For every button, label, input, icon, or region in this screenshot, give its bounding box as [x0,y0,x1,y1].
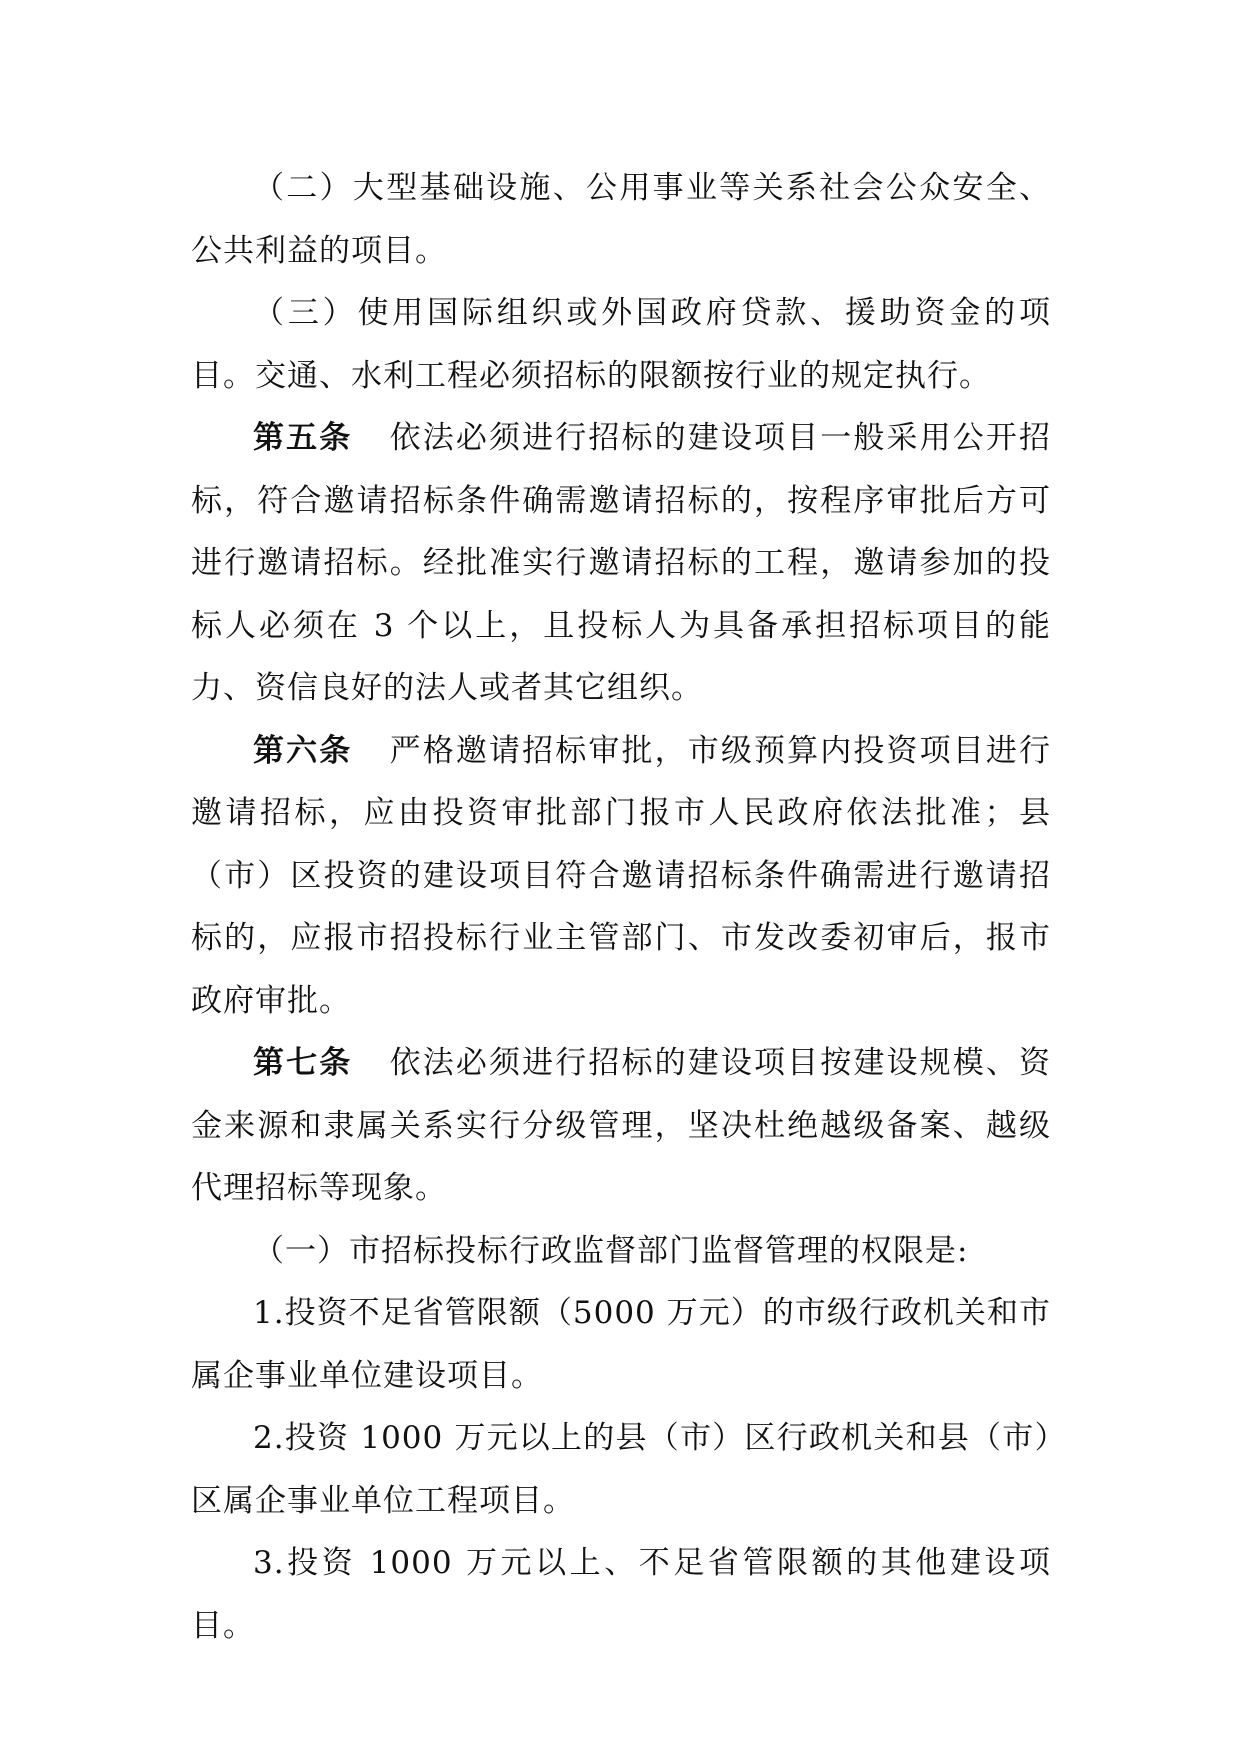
article-6 [191,720,1051,1033]
article-heading: 第五条 [253,420,353,456]
article-heading: 第六条 [253,732,353,769]
paragraph-text: 2.投资 1000 万元以上的县（市）区行政机关和县（市）区属企事业单位工程项目。 [191,1420,1051,1519]
document-body [191,157,1051,1657]
list-item-1 [191,1282,1051,1407]
list-item-2 [191,1407,1051,1532]
paragraph-item-3 [191,282,1051,407]
paragraph-item-2 [191,157,1051,282]
article-5 [191,407,1051,720]
paragraph-text: 1.投资不足省管限额（5000 万元）的市级行政机关和市属企事业单位建设项目。 [191,1295,1051,1394]
paragraph-text: （二）大型基础设施、公用事业等关系社会公众安全、公共利益的项目。 [191,170,1051,269]
article-text: 依法必须进行招标的建设项目一般采用公开招标，符合邀请招标条件确需邀请招标的，按程序审批后方可进行邀请招标。经批准实行邀请招标的工程，邀请参加的投标人必须在 3 个以上，且投标人为具备承担招标项目的能力、资信良好的法人或者其它组织。 [191,420,1052,706]
paragraph-text: 3.投资 1000 万元以上、不足省管限额的其他建设项目。 [191,1545,1051,1644]
sub-clause-1 [191,1220,1051,1283]
article-heading: 第七条 [253,1045,353,1081]
paragraph-text: （一）市招标投标行政监督部门监督管理的权限是: [253,1232,969,1269]
article-text: 严格邀请招标审批，市级预算内投资项目进行邀请招标，应由投资审批部门报市人民政府依法批准；县（市）区投资的建设项目符合邀请招标条件确需进行邀请招标的，应报市招投标行业主管部门、市发改委初审后，报市政府审批。 [191,732,1052,1019]
article-7 [191,1032,1051,1220]
list-item-3 [191,1532,1051,1657]
paragraph-text: （三）使用国际组织或外国政府贷款、援助资金的项目。交通、水利工程必须招标的限额按行业的规定执行。 [191,295,1051,394]
article-text: 依法必须进行招标的建设项目按建设规模、资金来源和隶属关系实行分级管理，坚决杜绝越级备案、越级代理招标等现象。 [191,1045,1052,1206]
